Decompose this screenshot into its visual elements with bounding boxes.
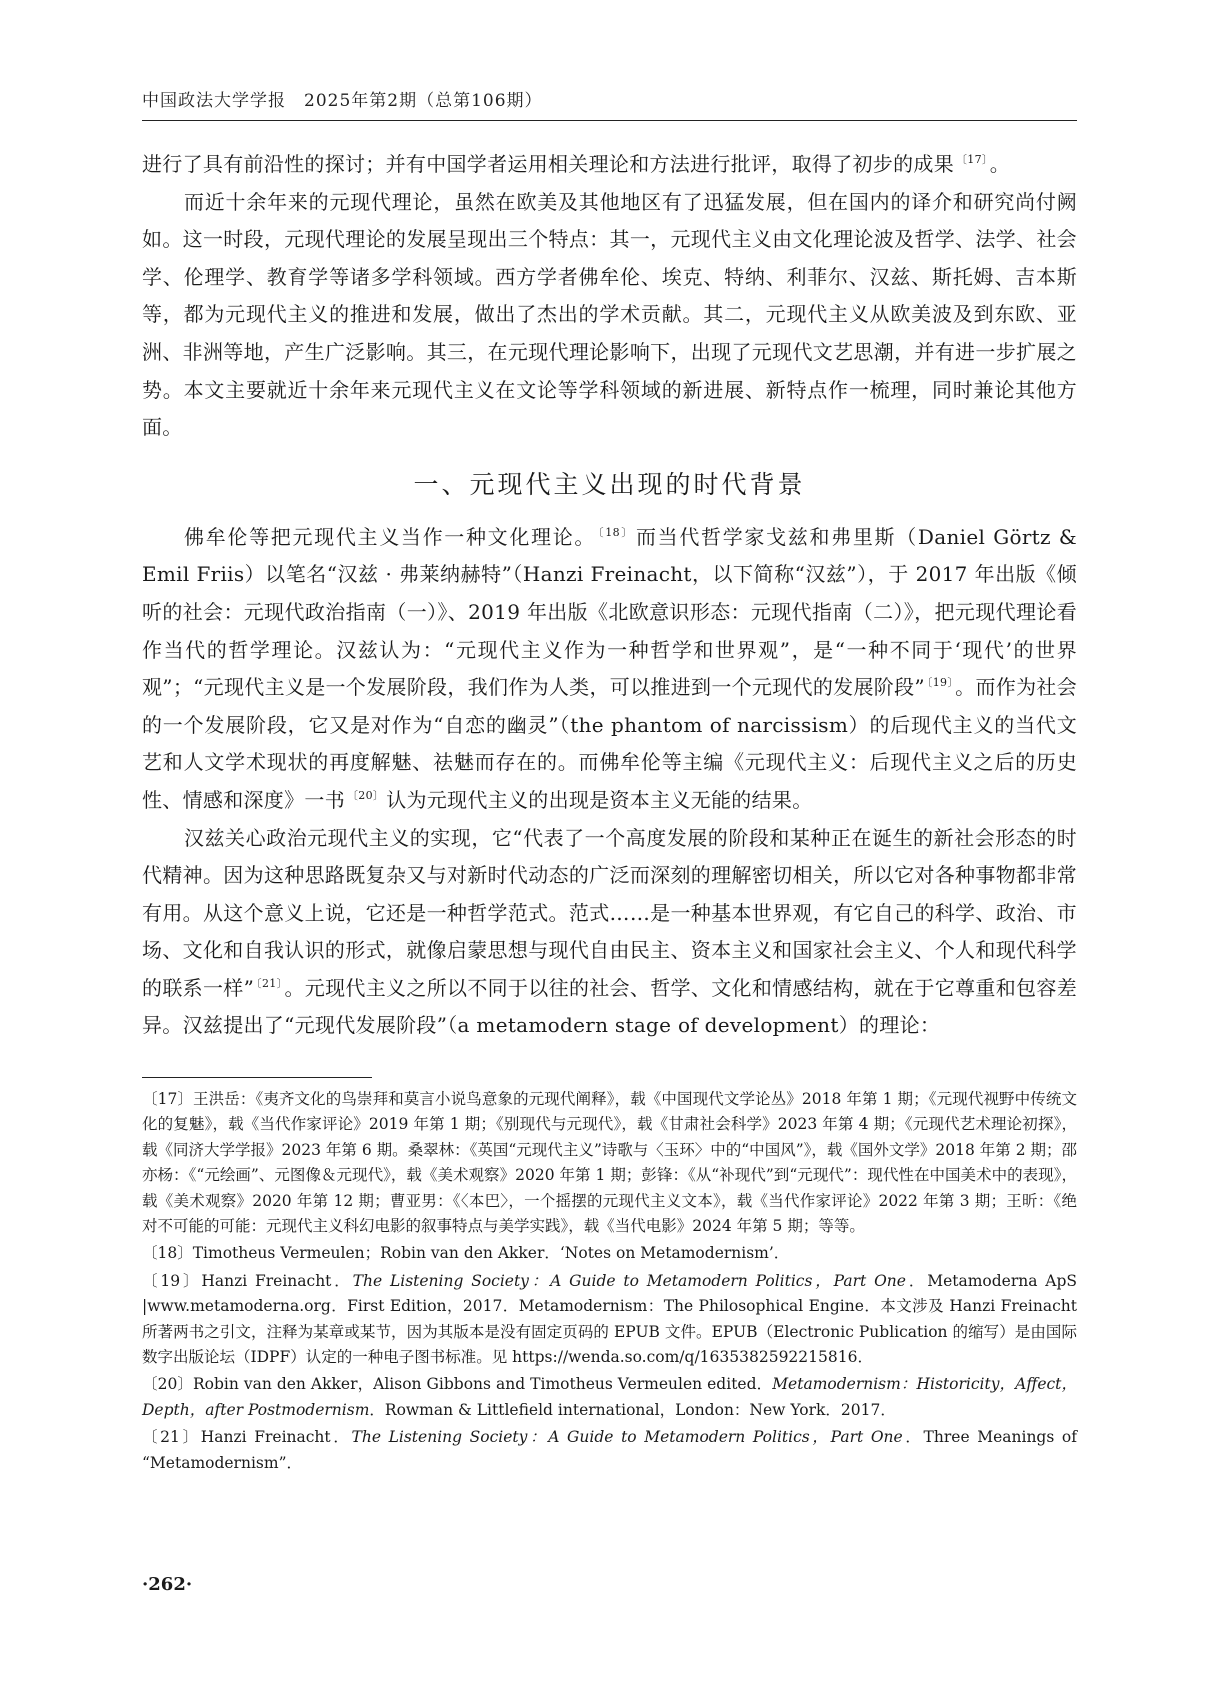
- footnote-20-details: ．Rowman & Littlefield international，London：New York．2017．: [369, 1400, 896, 1419]
- footnote-19: [142, 1269, 1077, 1371]
- paragraph-1: [142, 146, 1077, 184]
- paragraph-4-part-a: 汉兹关心政治元现代主义的实现，它“代表了一个高度发展的阶段和某种正在诞生的新社会形态的时代精神。因为这种思路既复杂又与对新时代动态的广泛而深刻的理解密切相关，所以它对各种事物都非常有用。从这个意义上说，它还是一种哲学范式。范式……是一种基本世界观，有它自己的科学、政治、市场、文化和自我认识的形式，就像启蒙思想与现代自由民主、资本主义和国家社会主义、个人和现代科学的联系一样”: [142, 825, 1077, 1000]
- running-header: 中国政法大学学报 2025年第2期（总第106期）: [142, 91, 543, 111]
- citation-21[interactable]: 〔21〕: [256, 976, 283, 990]
- article-body: [142, 146, 1077, 1045]
- paragraph-3-part-c: 。而作为社会的一个发展阶段，它又是对作为“自恋的幽灵”（the phantom of narcissism）的后现代主义的当代文艺和人文学术现状的再度解魅、祛魅而存在的。而佛牟伦等主编《元现代主义：后现代主义之后的历史性、情感和深度》一书: [142, 675, 1077, 812]
- footnote-17: 〔17〕王洪岳：《夷齐文化的鸟崇拜和莫言小说鸟意象的元现代阐释》，载《中国现代文学论丛》2018 年第 1 期；《元现代视野中传统文化的复魅》，载《当代作家评论》2019 年第 1 期；《别现代与元现代》，载《甘肃社会科学》2023 年第 4 期；《元现代艺术理论初探》，载《同济大学学报》2023 年第 6 期。桑翠林：《英国“元现代主义”诗歌与〈玉环〉中的“中国风”》，载《国外文学》2018 年第 2 期；邵亦杨：《“元绘画”、元图像＆元现代》，载《美术观察》2020 年第 1 期；彭锋：《从“补现代”到“元现代”：现代性在中国美术中的表现》，载《美术观察》2020 年第 12 期；曹亚男：《〈本巴〉，一个摇摆的元现代主义文本》，载《当代作家评论》2022 年第 3 期；王昕：《绝对不可能的可能：元现代主义科幻电影的叙事特点与美学实践》，载《当代电影》2024 年第 5 期；等等。: [142, 1090, 1077, 1236]
- paragraph-3-part-d: 认为元现代主义的出现是资本主义无能的结果。: [386, 787, 813, 812]
- paragraph-1-text: 进行了具有前沿性的探讨；并有中国学者运用相关理论和方法进行批评，取得了初步的成果: [142, 152, 954, 176]
- citation-18[interactable]: 〔18〕: [598, 525, 634, 539]
- footnote-20-author: 〔20〕Robin van den Akker，Alison Gibbons and Timotheus Vermeulen edited．: [142, 1375, 773, 1394]
- footnote-20-title: Metamodernism：Historicity，Affect，Depth，after Postmodernism: [142, 1375, 1077, 1419]
- paragraph-1-end: 。: [989, 152, 1011, 176]
- paragraph-3: [142, 519, 1077, 820]
- footnote-19-author: 〔19〕Hanzi Freinacht．: [142, 1271, 353, 1290]
- footnote-21-details: ．Three Meanings of “Metamodernism”．: [142, 1428, 1077, 1472]
- footnote-21: [142, 1425, 1077, 1476]
- footnote-21-title: The Listening Society：A Guide to Metamodern Politics，Part One: [351, 1428, 903, 1447]
- header-rule: [142, 120, 1077, 121]
- paragraph-3-part-a: 佛牟伦等把元现代主义当作一种文化理论。: [184, 524, 597, 549]
- footnote-19-title: The Listening Society：A Guide to Metamodern Politics，Part One: [352, 1271, 906, 1290]
- section-heading: 一、元现代主义出现的时代背景: [413, 469, 806, 499]
- citation-17[interactable]: 〔17〕: [956, 153, 988, 166]
- paragraph-3-part-b: 而当代哲学家戈兹和弗里斯（Daniel Görtz & Emil Friis）以笔名“汉兹 · 弗莱纳赫特”（Hanzi Freinacht，以下简称“汉兹”），于 2017 年出版《倾听的社会：元现代政治指南（一）》、2019 年出版《北欧意识形态：元现代指南（二）》，把元现代理论看作当代的哲学理论。汉兹认为：“元现代主义作为一种哲学和世界观”，是“一种不同于‘现代’的世界观”；“元现代主义是一个发展阶段，我们作为人类，可以推进到一个元现代的发展阶段”: [142, 524, 1078, 700]
- footnote-19-details: ．Metamoderna ApS |www.metamoderna.org．First Edition，2017．Metamodernism：The Philosophical Engine．本文涉及 Hanzi Freinacht 所著两书之引文，注释为某章或某节，因为其版本是没有固定页码的 EPUB 文件。EPUB（Electronic Publication 的缩写）是由国际数字出版论坛（IDPF）认定的一种电子图书标准。见 https://wenda.so.com/q/1635382592215816．: [142, 1271, 1077, 1367]
- footnote-21-author: 〔21〕Hanzi Freinacht．: [142, 1428, 352, 1447]
- citation-20[interactable]: 〔20〕: [347, 788, 385, 802]
- footnote-rule: [142, 1077, 372, 1078]
- footnotes: [142, 1087, 1077, 1478]
- footnote-20: [142, 1372, 1077, 1423]
- page-number: ·262·: [142, 1574, 193, 1595]
- paragraph-4: [142, 820, 1077, 1046]
- footnote-18: 〔18〕Timotheus Vermeulen；Robin van den Akker．‘Notes on Metamodernism’．: [142, 1244, 790, 1263]
- paragraph-2: 而近十余年来的元现代理论，虽然在欧美及其他地区有了迅猛发展，但在国内的译介和研究尚付阙如。这一时段，元现代理论的发展呈现出三个特点：其一，元现代主义由文化理论波及哲学、法学、社会学、伦理学、教育学等诸多学科领域。西方学者佛牟伦、埃克、特纳、利菲尔、汉兹、斯托姆、吉本斯等，都为元现代主义的推进和发展，做出了杰出的学术贡献。其二，元现代主义从欧美波及到东欧、亚洲、非洲等地，产生广泛影响。其三，在元现代理论影响下，出现了元现代文艺思潮，并有进一步扩展之势。本文主要就近十余年来元现代主义在文论等学科领域的新进展、新特点作一梳理，同时兼论其他方面。: [142, 189, 1077, 440]
- citation-19[interactable]: 〔19〕: [926, 676, 954, 690]
- paragraph-4-part-b: 。元现代主义之所以不同于以往的社会、哲学、文化和情感结构，就在于它尊重和包容差异。汉兹提出了“元现代发展阶段”（a metamodern stage of development）的理论：: [142, 975, 1077, 1038]
